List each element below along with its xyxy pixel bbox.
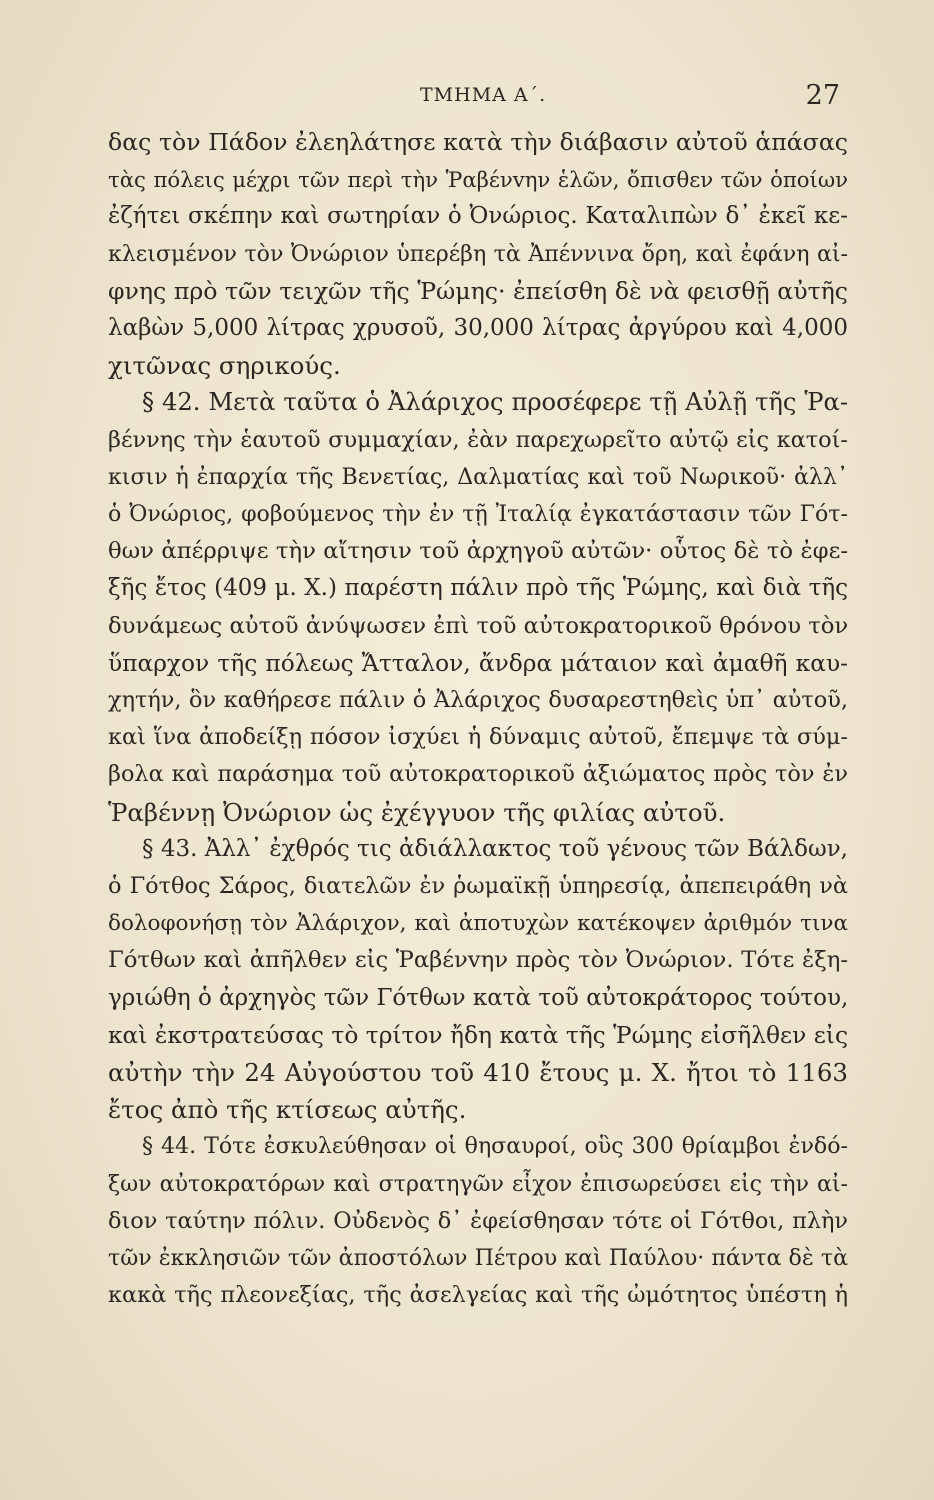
text-line: λαβὼν 5,000 λίτρας χρυσοῦ, 30,000 λίτρας ἀργύρου καὶ 4,000 — [108, 315, 848, 342]
text-line: ἔτος ἀπὸ τῆς κτίσεως αὐτῆς. — [108, 1095, 467, 1125]
text-line: χητήν, ὃν καθήρεσε πάλιν ὁ Ἀλάριχος δυσαρεστηθεὶς ὑπ᾽ αὐτοῦ, — [108, 687, 848, 714]
text-line: ὁ Γότθος Σάρος, διατελῶν ἐν ῥωμαϊκῇ ὑπηρεσίᾳ, ἀπεπειράθη νὰ — [108, 873, 848, 900]
text-line: κισιν ἡ ἐπαρχία τῆς Βενετίας, Δαλματίας καὶ τοῦ Νωρικοῦ· ἀλλ᾽ — [108, 463, 848, 490]
running-title: ΤΜΗΜΑ Α΄. — [420, 84, 547, 106]
page-number: 27 — [805, 80, 840, 111]
text-line: φνης πρὸ τῶν τειχῶν τῆς Ῥώμης· ἐπείσθη δὲ νὰ φεισθῇ αὐτῆς — [108, 276, 848, 305]
text-line: τῶν ἐκκλησιῶν τῶν ἀποστόλων Πέτρου καὶ Παύλου· πάντα δὲ τὰ — [108, 1245, 848, 1272]
text-line: κλεισμένον τὸν Ὀνώριον ὑπερέβη τὰ Ἀπέννινα ὄρη, καὶ ἐφάνη αἰ- — [108, 240, 848, 267]
body-text — [108, 124, 848, 1315]
text-line: δυνάμεως αὐτοῦ ἀνύψωσεν ἐπὶ τοῦ αὐτοκρατορικοῦ θρόνου τὸν — [108, 612, 848, 639]
page-header — [108, 78, 848, 118]
text-line: γριώθη ὁ ἀρχηγὸς τῶν Γότθων κατὰ τοῦ αὐτοκράτορος τούτου, — [108, 984, 848, 1011]
text-line: καὶ ἵνα ἀποδείξῃ πόσον ἰσχύει ἡ δύναμις αὐτοῦ, ἔπεμψε τὰ σύμ- — [108, 724, 848, 751]
text-line: δολοφονήσῃ τὸν Ἀλάριχον, καὶ ἀποτυχὼν κατέκοψεν ἀριθμόν τινα — [108, 911, 848, 937]
text-line: βολα καὶ παράσημα τοῦ αὐτοκρατορικοῦ ἀξιώματος πρὸς τὸν ἐν — [108, 761, 848, 788]
text-line: τὰς πόλεις μέχρι τῶν περὶ τὴν Ῥαβένvην ἑλῶν, ὄπισθεν τῶν ὁποίων — [108, 167, 848, 193]
text-line: καὶ ἐκστρατεύσας τὸ τρίτον ἤδη κατὰ τῆς Ῥώμης εἰσῆλθεν εἰς — [108, 1021, 848, 1049]
text-line: κακὰ τῆς πλεονεξίας, τῆς ἀσελγείας καὶ τῆς ὠμότητος ὑπέστη ἡ — [108, 1282, 848, 1309]
text-line: ἐζήτει σκέπην καὶ σωτηρίαν ὁ Ὀνώριος. Καταλιπὼν δ᾽ ἐκεῖ κε- — [108, 203, 848, 230]
text-line: § 42. Μετὰ ταῦτα ὁ Ἀλάριχος προσέφερε τῇ Αὐλῇ τῆς Ῥα- — [142, 388, 848, 417]
text-line: βέννης τὴν ἑαυτοῦ συμμαχίαν, ἐὰν παρεχωρεῖτο αὐτῷ εἰς κατοί- — [108, 426, 848, 453]
text-line: ὕπαρχον τῆς πόλεως Ἄτταλον, ἄνδρα μάταιον καὶ ἀμαθῆ καυ- — [108, 649, 848, 677]
text-line: αὐτὴν τὴν 24 Αὐγούστου τοῦ 410 ἔτους μ. Χ. ἤτοι τὸ 1163 — [108, 1058, 848, 1088]
text-line: διον ταύτην πόλιν. Οὐδενὸς δ᾽ ἐφείσθησαν τότε οἱ Γότθοι, πλὴν — [108, 1207, 848, 1234]
text-line: § 44. Τότε ἐσκυλεύθησαν οἱ θησαυροί, οὓς 300 θρίαμβοι ἐνδό- — [142, 1133, 848, 1160]
text-line: δας τὸν Πάδον ἐλεηλάτησε κατὰ τὴν διάβασιν αὐτοῦ ἁπάσας — [108, 128, 848, 156]
text-line: Γότθων καὶ ἀπῆλθεν εἰς Ῥαβένvην πρὸς τὸν Ὀνώριον. Τότε ἐξη- — [108, 947, 848, 974]
text-line: ὁ Ὀνώριος, φοβούμενος τὴν ἐν τῇ Ἰταλίᾳ ἐγκατάστασιν τῶν Γότ- — [108, 501, 848, 528]
text-line: χιτῶνας σηρικούς. — [108, 351, 341, 381]
text-line: ξῆς ἔτος (409 μ. Χ.) παρέστη πάλιν πρὸ τῆς Ῥώμης, καὶ διὰ τῆς — [108, 575, 848, 602]
text-line: § 43. Ἀλλ᾽ ἐχθρός τις ἀδιάλλακτος τοῦ γένους τῶν Βάλδων, — [142, 835, 848, 862]
text-line: θων ἀπέρριψε τὴν αἴτησιν τοῦ ἀρχηγοῦ αὐτῶν· οὗτος δὲ τὸ ἐφε- — [108, 538, 848, 565]
text-line: ξων αὐτοκρατόρων καὶ στρατηγῶν εἶχον ἐπισωρεύσει εἰς τὴν αἰ- — [108, 1170, 848, 1197]
text-line: Ῥαβέννῃ Ὀνώριον ὡς ἐχέγγυον τῆς φιλίας αὐτοῦ. — [108, 797, 726, 827]
